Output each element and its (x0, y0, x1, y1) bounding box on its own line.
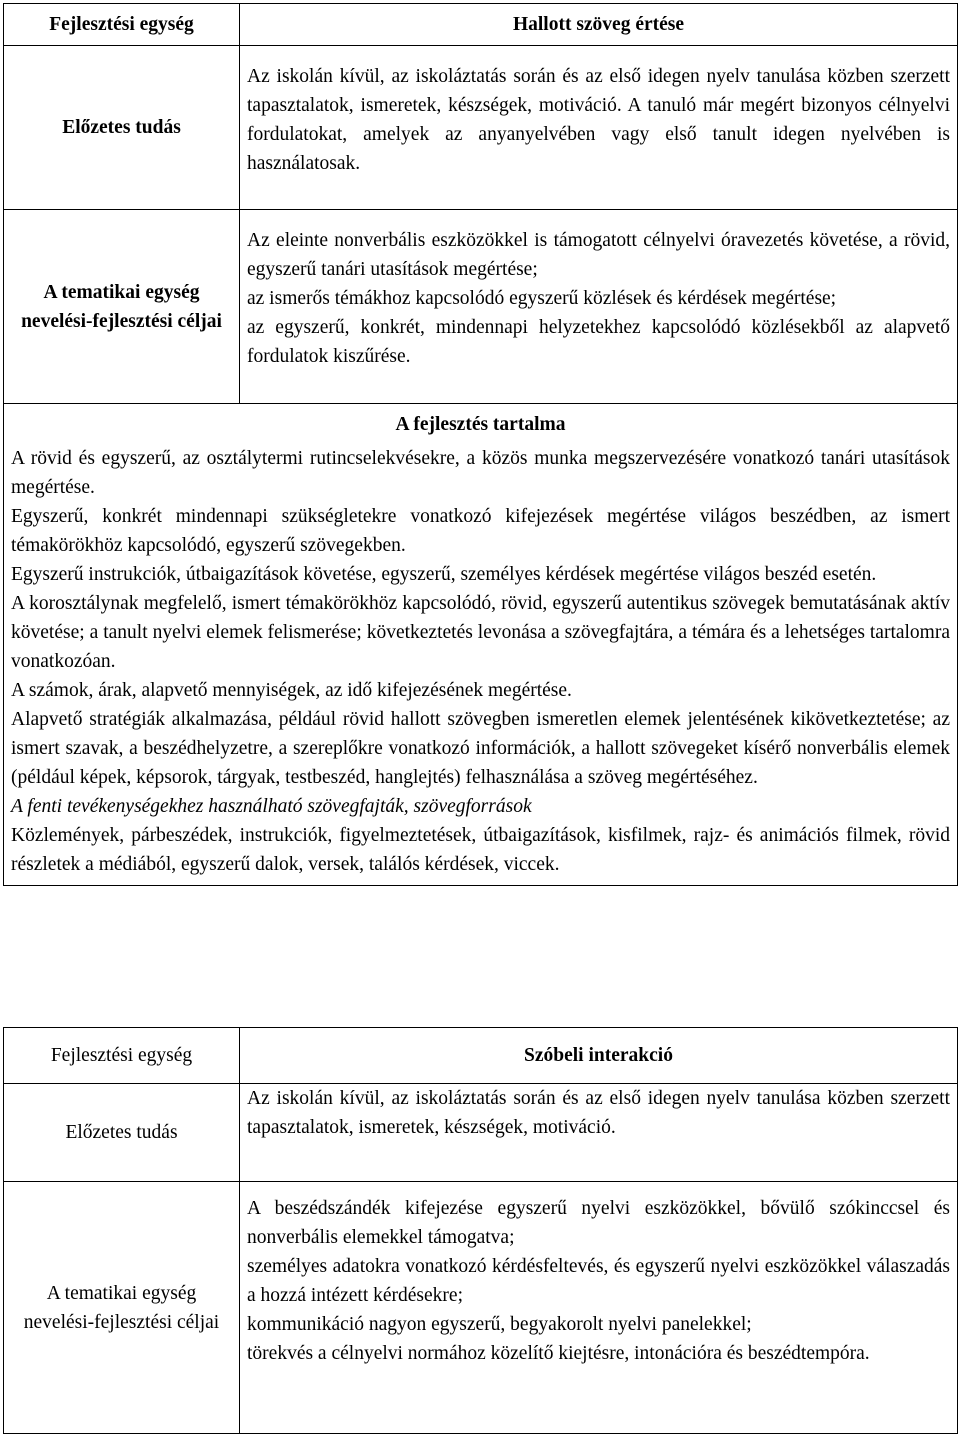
prior-knowledge-text: Az iskolán kívül, az iskoláztatás során és az első idegen nyelv tanulása közben szerzett tapasztalatok, ismeretek, készségek, motiváció. A tanuló már megért bizonyos célnyelvi fordulatokat, amelyek az anyanyelvében vagy első tanult idegen nyelvében is használatosak. (247, 66, 950, 174)
content-paragraph: A számok, árak, alapvető mennyiségek, az idő kifejezésének megértése. (11, 680, 572, 701)
table-row (4, 46, 958, 210)
unit-title-cell (240, 1028, 958, 1084)
table-row (4, 1028, 958, 1084)
goals-label: A tematikai egység nevelési-fejlesztési céljai (23, 1282, 220, 1333)
unit-title: Hallott szöveg értése (512, 14, 685, 35)
goal-line: Az eleinte nonverbális eszközökkel is támogatott célnyelvi óravezetés követése, a rövid, egyszerű tanári utasítások megértése; (247, 230, 950, 280)
goals-label: A tematikai egység nevelési-fejlesztési céljai (21, 281, 222, 332)
content-paragraph: Egyszerű instrukciók, útbaigazítások követése, egyszerű, személyes kérdések megértése világos beszéd esetén. (11, 564, 877, 585)
content-paragraph: Egyszerű, konkrét mindennapi szükségletekre vonatkozó kifejezések megértése világos beszédben, az ismert témakörökhöz kapcsolódó, egyszerű szövegekben. (11, 506, 950, 556)
content-cell (4, 404, 958, 886)
goal-line: kommunikáció nagyon egyszerű, begyakorolt nyelvi panelekkel; (247, 1314, 752, 1335)
goal-line: törekvés a célnyelvi normához közelítő kiejtésre, intonációra és beszédtempóra. (247, 1343, 870, 1364)
content-paragraph: Alapvető stratégiák alkalmazása, például rövid hallott szövegben ismeretlen elemek jelentésének kikövetkeztetése; az ismert szavak, a beszédhelyzetre, a szereplőkre vonatkozó információk, a hallott szövegeket kísérő nonverbális elemek (például képek, képsorok, tárgyak, testbeszéd, hanglejtés) felhasználása a szöveg megértéséhez. (11, 709, 950, 788)
goal-line: személyes adatokra vonatkozó kérdésfeltevés, és egyszerű nyelvi eszközökkel válaszadás a hozzá intézett kérdésekre; (247, 1256, 950, 1306)
prior-knowledge-text: Az iskolán kívül, az iskoláztatás során és az első idegen nyelv tanulása közben szerzett tapasztalatok, ismeretek, készségek, motiváció. (247, 1088, 950, 1138)
table-row (4, 404, 958, 886)
table-row (4, 210, 958, 404)
sources-text: Közlemények, párbeszédek, instrukciók, figyelmeztetések, útbaigazítások, kisfilmek, rajz- és animációs filmek, rövid részletek a médiából, egyszerű dalok, versek, találós kérdések, viccek. (11, 825, 950, 875)
goals-label-cell (4, 210, 240, 404)
table-row (4, 1182, 958, 1434)
prior-knowledge-label-cell (4, 1084, 240, 1182)
prior-knowledge-label-cell (4, 46, 240, 210)
curriculum-table-speaking (3, 1027, 958, 1434)
prior-knowledge-cell (240, 46, 958, 210)
content-paragraph: A korosztálynak megfelelő, ismert témakörökhöz kapcsolódó, rövid, egyszerű autentikus szövegek bemutatásának aktív követése; a tanult nyelvi elemek felismerése; következtetés levonása a szövegfajtára, a témára és a lehetséges tartalomra vonatkozóan. (11, 593, 950, 672)
goals-cell (240, 210, 958, 404)
content-paragraph: A rövid és egyszerű, az osztálytermi rutincselekvésekre, a közös munka megszervezésére vonatkozó tanári utasítások megértése. (11, 448, 950, 498)
sources-heading: A fenti tevékenységekhez használható szövegfajták, szövegforrások (11, 796, 532, 817)
unit-title: Szóbeli interakció (524, 1045, 673, 1066)
unit-label-cell (4, 4, 240, 46)
curriculum-table-listening (3, 3, 958, 886)
goal-line: az ismerős témákhoz kapcsolódó egyszerű közlések és kérdések megértése; (247, 288, 837, 309)
goals-cell (240, 1182, 958, 1434)
content-title: A fejlesztés tartalma (395, 414, 566, 435)
goal-line: az egyszerű, konkrét, mindennapi helyzetekhez kapcsolódó közlésekből az alapvető fordulatok kiszűrése. (247, 317, 950, 367)
prior-knowledge-label: Előzetes tudás (65, 1122, 178, 1143)
prior-knowledge-label: Előzetes tudás (62, 117, 181, 138)
goals-label-cell (4, 1182, 240, 1434)
unit-label: Fejlesztési egység (50, 1045, 193, 1066)
goal-line: A beszédszándék kifejezése egyszerű nyelvi eszközökkel, bővülő szókinccsel és nonverbális elemekkel támogatva; (247, 1198, 950, 1248)
unit-label-cell (4, 1028, 240, 1084)
unit-label: Fejlesztési egység (49, 14, 194, 35)
prior-knowledge-cell (240, 1084, 958, 1182)
unit-title-cell (240, 4, 958, 46)
table-row (4, 4, 958, 46)
table-row (4, 1084, 958, 1182)
